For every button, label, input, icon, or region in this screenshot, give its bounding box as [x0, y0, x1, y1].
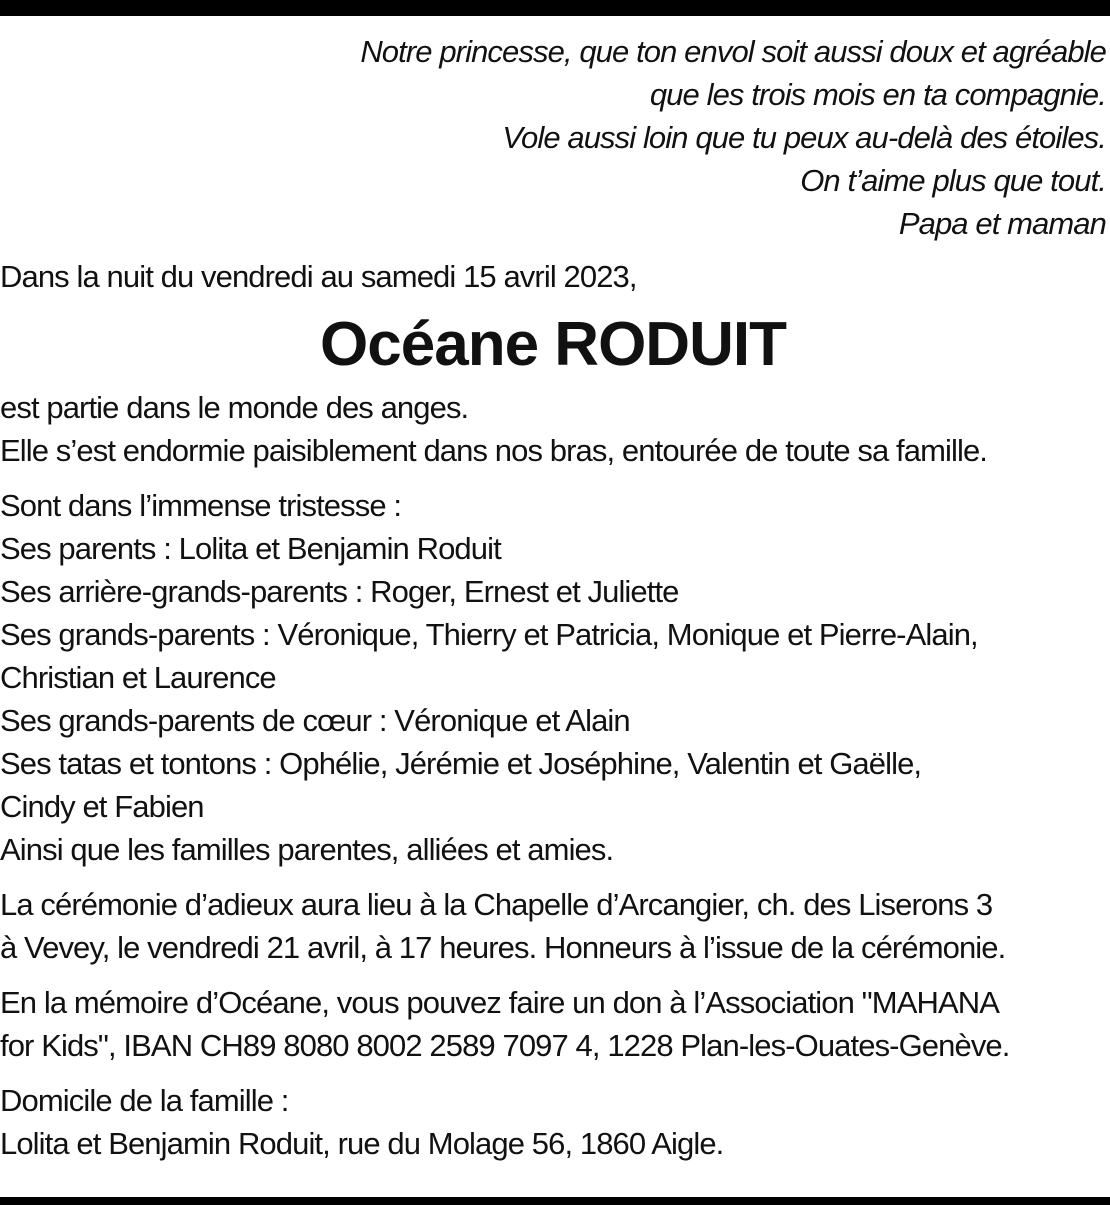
- poem-line: Notre princesse, que ton envol soit aussi doux et agréable: [360, 34, 1106, 69]
- text-line: Cindy et Fabien: [0, 789, 204, 824]
- text-line: à Vevey, le vendredi 21 avril, à 17 heures. Honneurs à l’issue de la cérémonie.: [0, 930, 1006, 965]
- ceremony-info: [0, 883, 1106, 969]
- top-border-rule: [0, 0, 1110, 16]
- text-line: Ainsi que les familles parentes, alliées et amies.: [0, 832, 614, 867]
- text-line: Sont dans l’immense tristesse :: [0, 488, 402, 523]
- donation-info: [0, 981, 1106, 1067]
- text-line: En la mémoire d’Océane, vous pouvez faire un don à l’Association "MAHANA: [0, 985, 1000, 1020]
- text-line: Elle s’est endormie paisiblement dans nos bras, entourée de toute sa famille.: [0, 433, 988, 468]
- text-line: Christian et Laurence: [0, 660, 276, 695]
- text-line: Domicile de la famille :: [0, 1083, 289, 1118]
- death-date-intro: Dans la nuit du vendredi au samedi 15 avril 2023,: [0, 259, 637, 294]
- family-mourners: [0, 484, 1106, 871]
- obituary-notice: [0, 30, 1110, 1165]
- text-line: Ses tatas et tontons : Ophélie, Jérémie et Joséphine, Valentin et Gaëlle,: [0, 746, 922, 781]
- family-address: [0, 1079, 1106, 1165]
- bottom-border-rule: [0, 1197, 1110, 1205]
- text-line: Lolita et Benjamin Roduit, rue du Molage 56, 1860 Aigle.: [0, 1126, 724, 1161]
- text-line: Ses parents : Lolita et Benjamin Roduit: [0, 531, 501, 566]
- text-line: for Kids", IBAN CH89 8080 8002 2589 7097 4, 1228 Plan-les-Ouates-Genève.: [0, 1028, 1010, 1063]
- text-line: La cérémonie d’adieux aura lieu à la Chapelle d’Arcangier, ch. des Liserons 3: [0, 887, 993, 922]
- poem-line: que les trois mois en ta compagnie.: [649, 77, 1106, 112]
- deceased-name: Océane RODUIT: [320, 310, 786, 379]
- text-line: Ses arrière-grands-parents : Roger, Ernest et Juliette: [0, 574, 679, 609]
- text-line: est partie dans le monde des anges.: [0, 390, 469, 425]
- text-line: Ses grands-parents de cœur : Véronique et Alain: [0, 703, 630, 738]
- departure-text: [0, 386, 1106, 472]
- text-line: Ses grands-parents : Véronique, Thierry et Patricia, Monique et Pierre-Alain,: [0, 617, 978, 652]
- poem-line: Vole aussi loin que tu peux au-delà des étoiles.: [502, 120, 1106, 155]
- poem-signature: Papa et maman: [898, 206, 1106, 241]
- poem-line: On t’aime plus que tout.: [800, 163, 1106, 198]
- poem-dedication: [0, 30, 1106, 245]
